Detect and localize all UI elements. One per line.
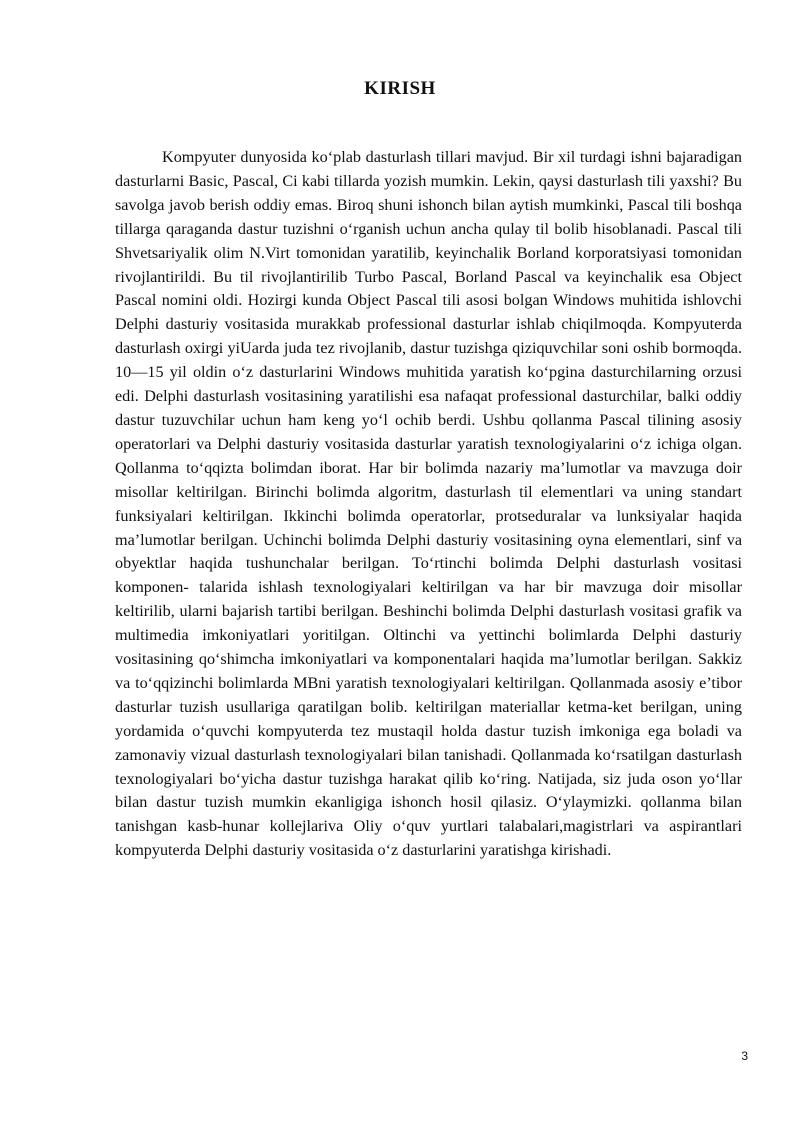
page-title: KIRISH <box>364 78 436 99</box>
page-number: 3 <box>741 1049 748 1063</box>
body-paragraph: Kompyuter dunyosida ko‘plab dasturlash tillari mavjud. Bir xil turdagi ishni bajaradigan dasturlarni Basic, Pascal, Ci kabi tillarda yozish mumkin. Lekin, qaysi dasturlash tili yaxshi? Bu savolga javob berish oddiy emas. Biroq shuni ishonch bilan aytish mumkinki, Pascal tili boshqa tillarga qaraganda dastur tuzishni o‘rganish uchun ancha qulay til bolib hisoblanadi. Pascal tili Shvetsariyalik olim N.Virt tomonidan yaratilib, keyinchalik Borland korporatsiyasi tomonidan rivojlantirildi. Bu til rivojlantirilib Turbo Pascal, Borland Pascal va keyinchalik esa Object Pascal nomini oldi. Hozirgi kunda Object Pascal tili asosi bolgan Windows muhitida ishlovchi Delphi dasturiy vositasida murakkab professional dasturlar ishlab chiqilmoqda. Kompyuterda dasturlash oxirgi yiUarda juda tez rivojlanib, dastur tuzishga qiziquvchilar soni oshib bormoqda. 10—15 yil oldin o‘z dasturlarini Windows muhitida yaratish ko‘pgina dasturchilarning orzusi edi. Delphi dasturlash vositasining yaratilishi esa nafaqat professional dasturchilar, balki oddiy dastur tuzuvchilar uchun ham keng yo‘l ochib berdi. Ushbu qollanma Pascal tilining asosiy operatorlari va Delphi dasturiy vositasida dasturlar yaratish texnologiyalarini o‘z ichiga olgan. Qollanma to‘qqizta bolimdan iborat. Har bir bolimda nazariy ma’lumotlar va mavzuga doir misollar keltirilgan. Birinchi bolimda algoritm, dasturlash til elementlari va uning standart funksiyalari keltirilgan. Ikkinchi bolimda operatorlar, protseduralar va lunksiyalar haqida ma’lumotlar berilgan. Uchinchi bolimda Delphi dasturiy vositasining oyna elementlari, sinf va obyektlar haqida tushunchalar berilgan. To‘rtinchi bolimda Delphi dasturlash vositasi komponen- talarida ishlash texnologiyalari keltirilgan va har bir mavzuga doir misollar keltirilib, ularni bajarish tartibi berilgan. Beshinchi bolimda Delphi dasturlash vositasi grafik va multimedia imkoniyatlari yoritilgan. Oltinchi va yettinchi bolimlarda Delphi dasturiy vositasining qo‘shimcha imkoniyatlari va komponentalari haqida ma’lumotlar berilgan. Sakkiz va to‘qqizinchi bolimlarda MBni yaratish texnologiyalari keltirilgan. Qollanmada asosiy e’tibor dasturlar tuzish usullariga qaratilgan bolib. keltirilgan materiallar ketma-ket berilgan, uning yordamida o‘quvchi kompyuterda tez mustaqil holda dastur tuzish imkoniga ega boladi va zamonaviy vizual dasturlash texnologiyalari bilan tanishadi. Qollanmada ko‘rsatilgan dasturlash texnologiyalari bo‘yicha dastur tuzishga harakat qilib ko‘ring. Natijada, siz juda oson yo‘llar bilan dastur tuzish mumkin ekanligiga ishonch hosil qilasiz. O‘ylaymizki. qollanma bilan tanishgan kasb-hunar kollejlariva Oliy o‘quv yurtlari talabalari,magistrlari va aspirantlari kompyuterda Delphi dasturiy vositasida o‘z dasturlarini yaratishga kirishadi. <box>115 148 742 860</box>
